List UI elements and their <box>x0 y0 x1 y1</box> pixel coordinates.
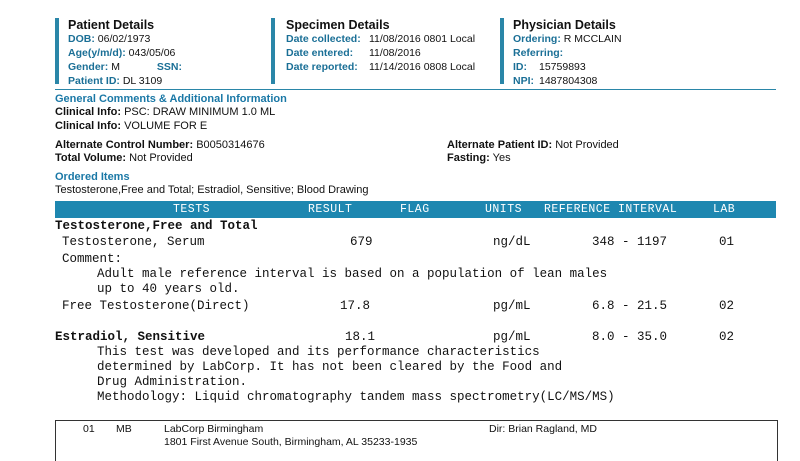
npi-value: 1487804308 <box>539 75 598 87</box>
patient-details <box>68 18 182 88</box>
note-line-1: This test was developed and its performance characteristics <box>97 345 540 359</box>
note-line-2: determined by LabCorp. It has not been cleared by the Food and <box>97 360 563 374</box>
col-units: UNITS <box>485 203 523 216</box>
general-comments-title: General Comments & Additional Information <box>55 93 287 105</box>
row-reference: 348 - 1197 <box>592 235 668 249</box>
total-volume <box>55 152 193 164</box>
clinical-info-1-label: Clinical Info: <box>55 106 121 118</box>
comment-line-1: Adult male reference interval is based on a population of lean males <box>97 267 608 281</box>
alternate-control-number-value: B0050314676 <box>196 139 265 151</box>
total-volume-value: Not Provided <box>129 152 193 164</box>
patient-id-label: Patient ID: <box>68 75 120 87</box>
ordering-value: R MCCLAIN <box>563 33 622 45</box>
alternate-patient-id-label: Alternate Patient ID: <box>447 139 553 151</box>
col-tests: TESTS <box>173 203 211 216</box>
row-test-name: Free Testosterone(Direct) <box>62 299 250 313</box>
alternate-patient-id <box>447 139 619 151</box>
fasting <box>447 152 511 164</box>
clinical-info-1 <box>55 106 275 118</box>
dob-label: DOB: <box>68 33 95 45</box>
row-lab: 02 <box>719 330 735 344</box>
ssn-label: SSN: <box>156 61 182 73</box>
clinical-info-1-value: PSC: DRAW MINIMUM 1.0 ML <box>124 106 276 118</box>
specimen-details-title: Specimen Details <box>286 18 390 32</box>
lab-number: 01 <box>83 423 95 435</box>
total-volume-label: Total Volume: <box>55 152 127 164</box>
row-test-name: Testosterone, Serum <box>62 235 205 249</box>
col-reference-interval: REFERENCE INTERVAL <box>544 203 678 216</box>
date-collected-value: 11/08/2016 0801 Local <box>369 33 476 45</box>
specimen-details <box>286 18 475 74</box>
clinical-info-2-label: Clinical Info: <box>55 120 121 132</box>
date-entered-label: Date entered: <box>286 47 354 59</box>
row-test-name: Estradiol, Sensitive <box>55 330 206 344</box>
gender-value: M <box>111 61 120 73</box>
row-result: 17.8 <box>340 299 371 313</box>
row-reference: 8.0 - 35.0 <box>592 330 668 344</box>
lab-code: MB <box>116 423 132 435</box>
physician-details-title: Physician Details <box>513 18 616 32</box>
comment-label: Comment: <box>62 252 123 266</box>
alternate-control-number-label: Alternate Control Number: <box>55 139 194 151</box>
date-reported-value: 11/14/2016 0808 Local <box>369 61 476 73</box>
lab-director: Dir: Brian Ragland, MD <box>489 423 597 435</box>
row-lab: 01 <box>719 235 735 249</box>
date-reported-label: Date reported: <box>286 61 358 73</box>
lab-address: 1801 First Avenue South, Birmingham, AL 35233-1935 <box>164 436 418 448</box>
row-result: 679 <box>350 235 373 249</box>
age-label: Age(y/m/d): <box>68 47 126 59</box>
row-result: 18.1 <box>345 330 376 344</box>
section-divider <box>55 89 776 90</box>
row-reference: 6.8 - 21.5 <box>592 299 668 313</box>
clinical-info-2 <box>55 120 207 132</box>
col-result: RESULT <box>308 203 353 216</box>
fasting-label: Fasting: <box>447 152 490 164</box>
col-flag: FLAG <box>400 203 430 216</box>
physician-id-label: ID: <box>513 61 527 73</box>
dob-value: 06/02/1973 <box>97 33 151 45</box>
row-units: pg/mL <box>493 330 531 344</box>
patient-id-value: DL 3109 <box>122 75 163 87</box>
physician-details <box>513 18 622 88</box>
alternate-control-number <box>55 139 265 151</box>
results-table-header <box>55 201 776 218</box>
ordering-label: Ordering: <box>513 33 561 45</box>
clinical-info-2-value: VOLUME FOR E <box>124 120 208 132</box>
comment-line-2: up to 40 years old. <box>97 282 240 296</box>
lab-info-box <box>55 420 778 461</box>
gender-label: Gender: <box>68 61 109 73</box>
alternate-patient-id-value: Not Provided <box>555 139 619 151</box>
physician-accent-bar <box>500 18 504 84</box>
date-entered-value: 11/08/2016 <box>369 47 421 59</box>
referring-label: Referring: <box>513 47 564 59</box>
test-group-testosterone: Testosterone,Free and Total <box>55 219 258 233</box>
ordered-items-list: Testosterone,Free and Total; Estradiol, Sensitive; Blood Drawing <box>55 184 369 196</box>
age-value: 043/05/06 <box>128 47 176 59</box>
specimen-accent-bar <box>271 18 275 84</box>
npi-label: NPI: <box>513 75 534 87</box>
lab-name: LabCorp Birmingham <box>164 423 264 435</box>
patient-accent-bar <box>55 18 59 84</box>
note-line-3: Drug Administration. <box>97 375 248 389</box>
ordered-items-title: Ordered Items <box>55 171 130 183</box>
row-units: ng/dL <box>493 235 531 249</box>
fasting-value: Yes <box>492 152 511 164</box>
col-lab: LAB <box>713 203 736 216</box>
physician-id-value: 15759893 <box>539 61 586 73</box>
patient-details-title: Patient Details <box>68 18 155 32</box>
date-collected-label: Date collected: <box>286 33 361 45</box>
note-line-4: Methodology: Liquid chromatography tandem mass spectrometry(LC/MS/MS) <box>97 390 615 404</box>
row-units: pg/mL <box>493 299 531 313</box>
row-lab: 02 <box>719 299 735 313</box>
